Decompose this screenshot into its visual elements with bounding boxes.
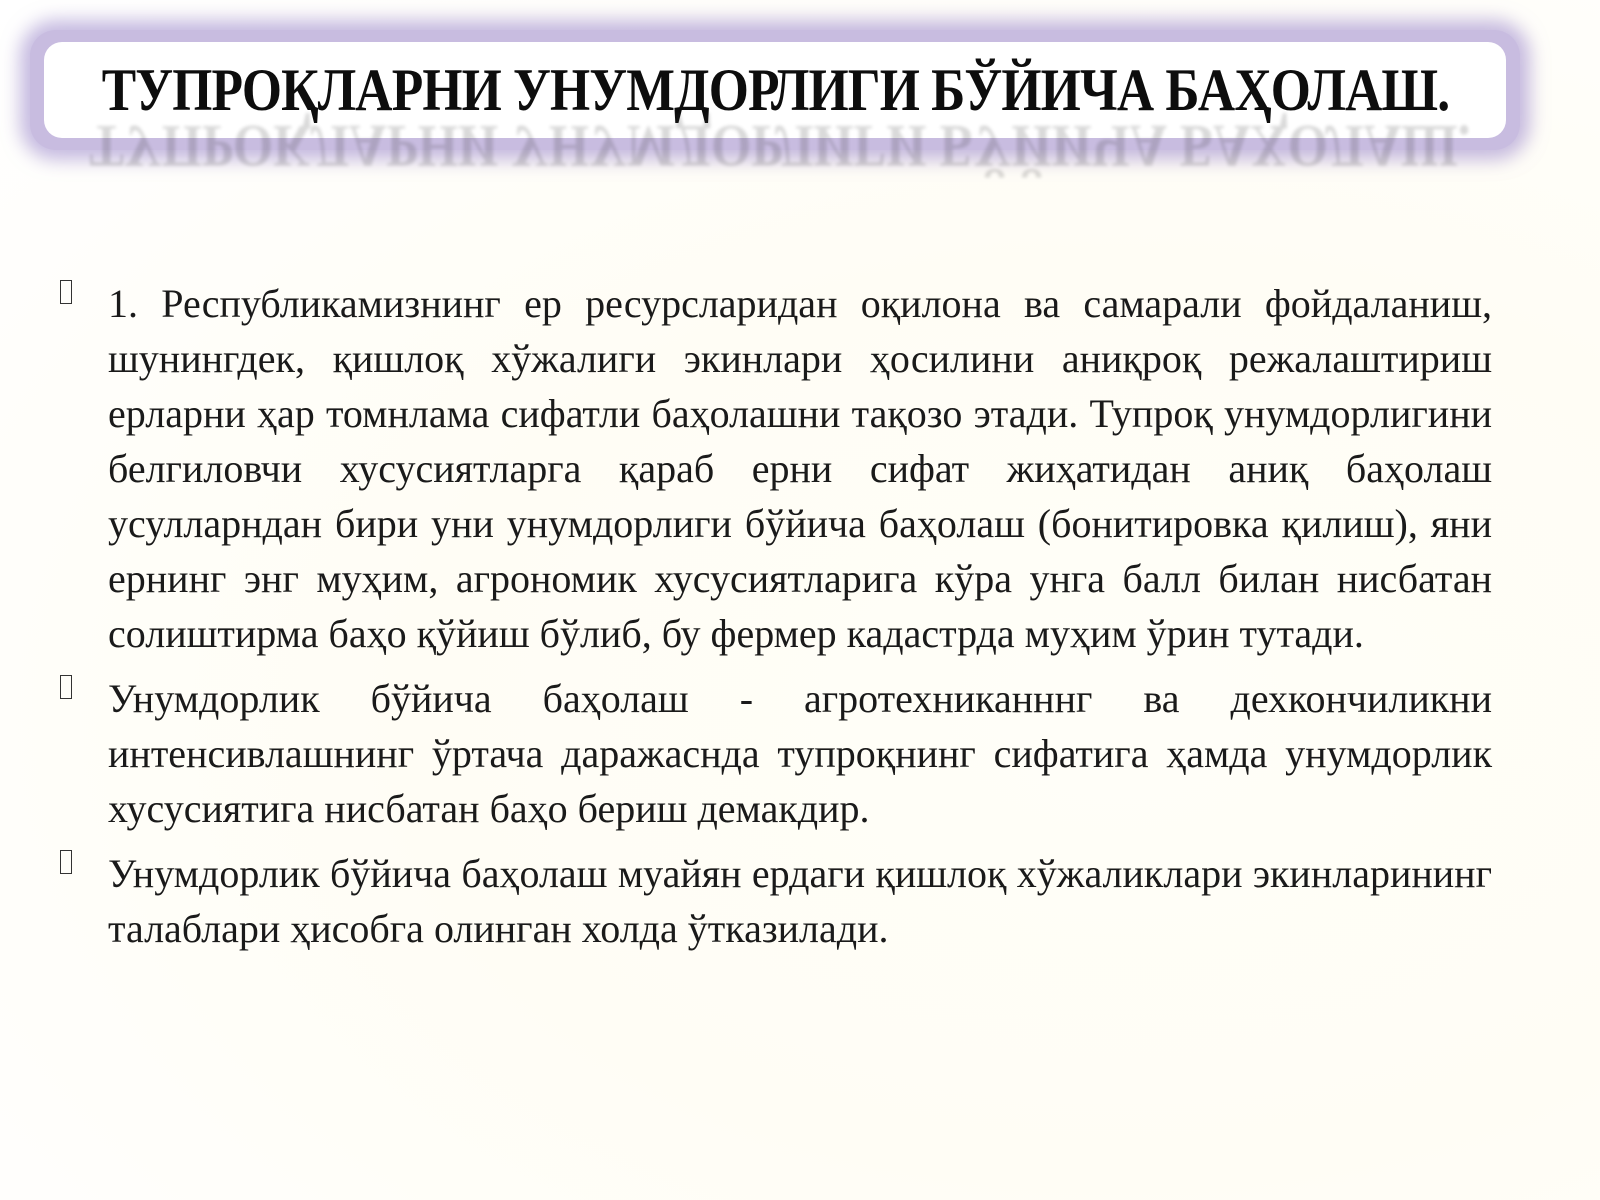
slide-title: ТУПРОҚЛАРНИ УНУМДОРЛИГИ БЎЙИЧА БАҲОЛАШ. bbox=[101, 56, 1449, 123]
title-reflection-text: ТУПРОҚЛАРНИ УНУМДОРЛИГИ БЎЙИЧА БАҲОЛАШ. bbox=[89, 113, 1471, 179]
list-item bbox=[60, 276, 1492, 661]
bullet-text: 1. Республикамизнинг ер ресурсларидан оқилона ва самарали фойдаланиш, шунингдек, қишлоқ хўжалиги экинлари ҳосилини аниқроқ режалаштириш ерларни ҳар томнлама сифатли баҳолашни тақозо этади. Тупроқ унумдорлигини белгиловчи хусусиятларга қараб ерни сифат жиҳатидан аниқ баҳолаш усулларндан бири уни унумдорлиги бўйича баҳолаш (бонитировка қилиш), яни ернинг энг муҳим, агрономик хусусиятларига кўра унга балл билан нисбатан солиштирма баҳо қўйиш бўлиб, бу фермер кадастрда муҳим ўрин тутади. bbox=[108, 281, 1492, 656]
box-bullet-icon bbox=[60, 280, 72, 304]
box-bullet-icon bbox=[60, 850, 72, 874]
list-item bbox=[60, 671, 1492, 836]
box-bullet-icon bbox=[60, 675, 72, 699]
bullet-list bbox=[60, 276, 1492, 966]
bullet-text: Унумдорлик бўйича баҳолаш муайян ердаги қишлоқ хўжаликлари экинларининг талаблари ҳисобга олинган холда ўтказилади. bbox=[108, 851, 1492, 951]
bullet-text: Унумдорлик бўйича баҳолаш - агротехниканннг ва дехкончиликни интенсивлашнинг ўртача даражаснда тупроқнинг сифатига ҳамда унумдорлик хусусиятига нисбатан баҳо бериш демакдир. bbox=[108, 676, 1492, 831]
list-item bbox=[60, 846, 1492, 956]
title-reflection bbox=[60, 113, 1500, 179]
